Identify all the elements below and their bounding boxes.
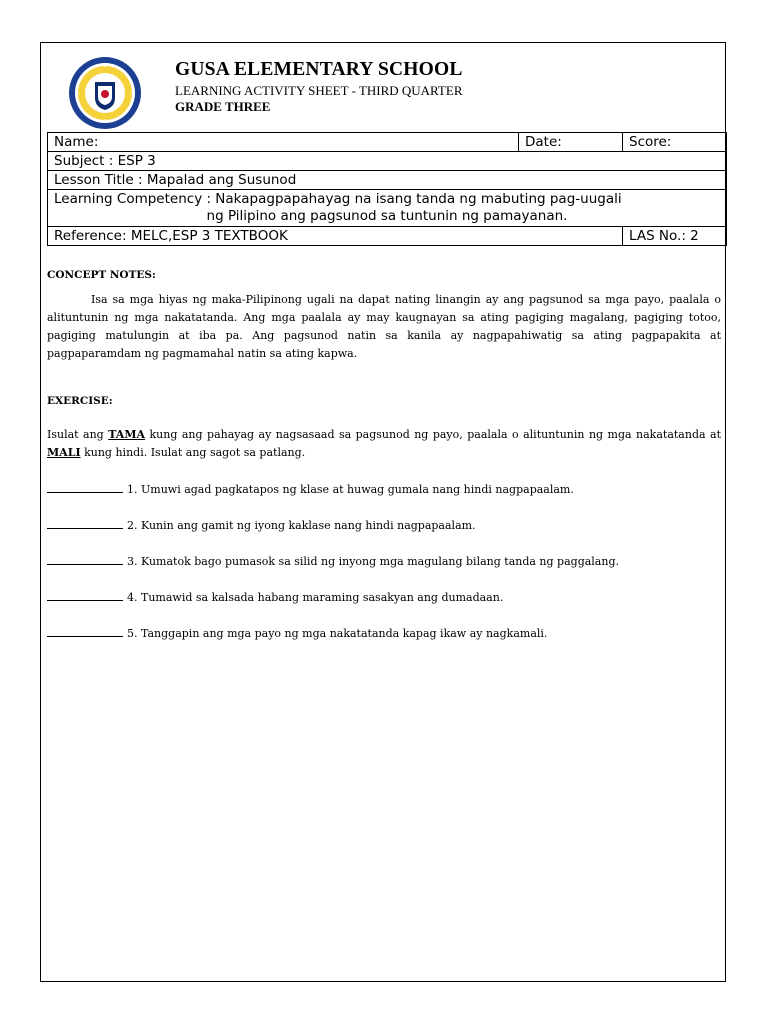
exercise-item xyxy=(47,482,574,498)
info-table xyxy=(47,132,727,246)
exercise-instructions xyxy=(47,426,721,462)
reference-row: Reference: MELC,ESP 3 TEXTBOOK xyxy=(48,227,623,246)
instruction-text: kung hindi. Isulat ang sagot sa patlang. xyxy=(80,446,306,459)
lesson-title-row: Lesson Title : Mapalad ang Susunod xyxy=(48,171,727,190)
grade-level: GRADE THREE xyxy=(175,99,271,114)
concept-notes-heading: CONCEPT NOTES: xyxy=(47,269,156,281)
exercise-item xyxy=(47,518,476,534)
exercise-heading: EXERCISE: xyxy=(47,395,113,407)
sheet-title: LEARNING ACTIVITY SHEET - THIRD QUARTER xyxy=(175,83,463,98)
answer-blank[interactable] xyxy=(47,590,123,601)
instruction-text: Isulat ang xyxy=(47,428,109,441)
keyword-tama: TAMA xyxy=(108,428,146,441)
name-field[interactable]: Name: xyxy=(48,133,519,152)
score-field[interactable]: Score: xyxy=(623,133,727,152)
date-field[interactable]: Date: xyxy=(519,133,623,152)
school-seal-icon xyxy=(68,56,142,130)
exercise-item xyxy=(47,626,547,642)
school-name: GUSA ELEMENTARY SCHOOL xyxy=(175,59,463,80)
las-number: LAS No.: 2 xyxy=(623,227,727,246)
concept-paragraph: Isa sa mga hiyas ng maka-Pilipinong ugali na dapat nating linangin ay ang pagsunod sa mga payo, paalala o alituntunin ng mga nakatatanda. Ang mga paalala ay may kaugnayan sa ating pagiging magalang, pagiging totoo, pagiging matulungin at iba pa. Ang pagsunod natin sa kanila ay nagpapahiwatig sa ating pagpapakita at pagpaparamdam ng pagmamahal natin sa ating kapwa. xyxy=(47,293,721,360)
exercise-item-text: 4. Tumawid sa kalsada habang maraming sasakyan ang dumadaan. xyxy=(127,591,504,604)
competency-row xyxy=(48,190,727,227)
exercise-item-text: 3. Kumatok bago pumasok sa silid ng inyong mga magulang bilang tanda ng paggalang. xyxy=(127,555,619,568)
exercise-item-text: 2. Kunin ang gamit ng iyong kaklase nang hindi nagpapaalam. xyxy=(127,519,476,532)
competency-line-2: ng Pilipino ang pagsunod sa tuntunin ng pamayanan. xyxy=(206,208,568,224)
exercise-item xyxy=(47,554,619,570)
exercise-item-text: 5. Tanggapin ang mga payo ng mga nakatatanda kapag ikaw ay nagkamali. xyxy=(127,627,548,640)
exercise-item xyxy=(47,590,503,606)
answer-blank[interactable] xyxy=(47,554,123,565)
answer-blank[interactable] xyxy=(47,482,123,493)
subject-row: Subject : ESP 3 xyxy=(48,152,727,171)
instruction-text: kung ang pahayag ay nagsasaad sa pagsunod ng payo, paalala o alituntunin ng mga nakatatanda at xyxy=(145,428,721,441)
answer-blank[interactable] xyxy=(47,626,123,637)
competency-line-1: Learning Competency : Nakapagpapahayag na isang tanda ng mabuting pag-uugali xyxy=(54,191,622,207)
activity-sheet-frame xyxy=(40,42,726,982)
answer-blank[interactable] xyxy=(47,518,123,529)
exercise-item-text: 1. Umuwi agad pagkatapos ng klase at huwag gumala nang hindi nagpapaalam. xyxy=(127,483,574,496)
keyword-mali: MALI xyxy=(47,446,81,459)
